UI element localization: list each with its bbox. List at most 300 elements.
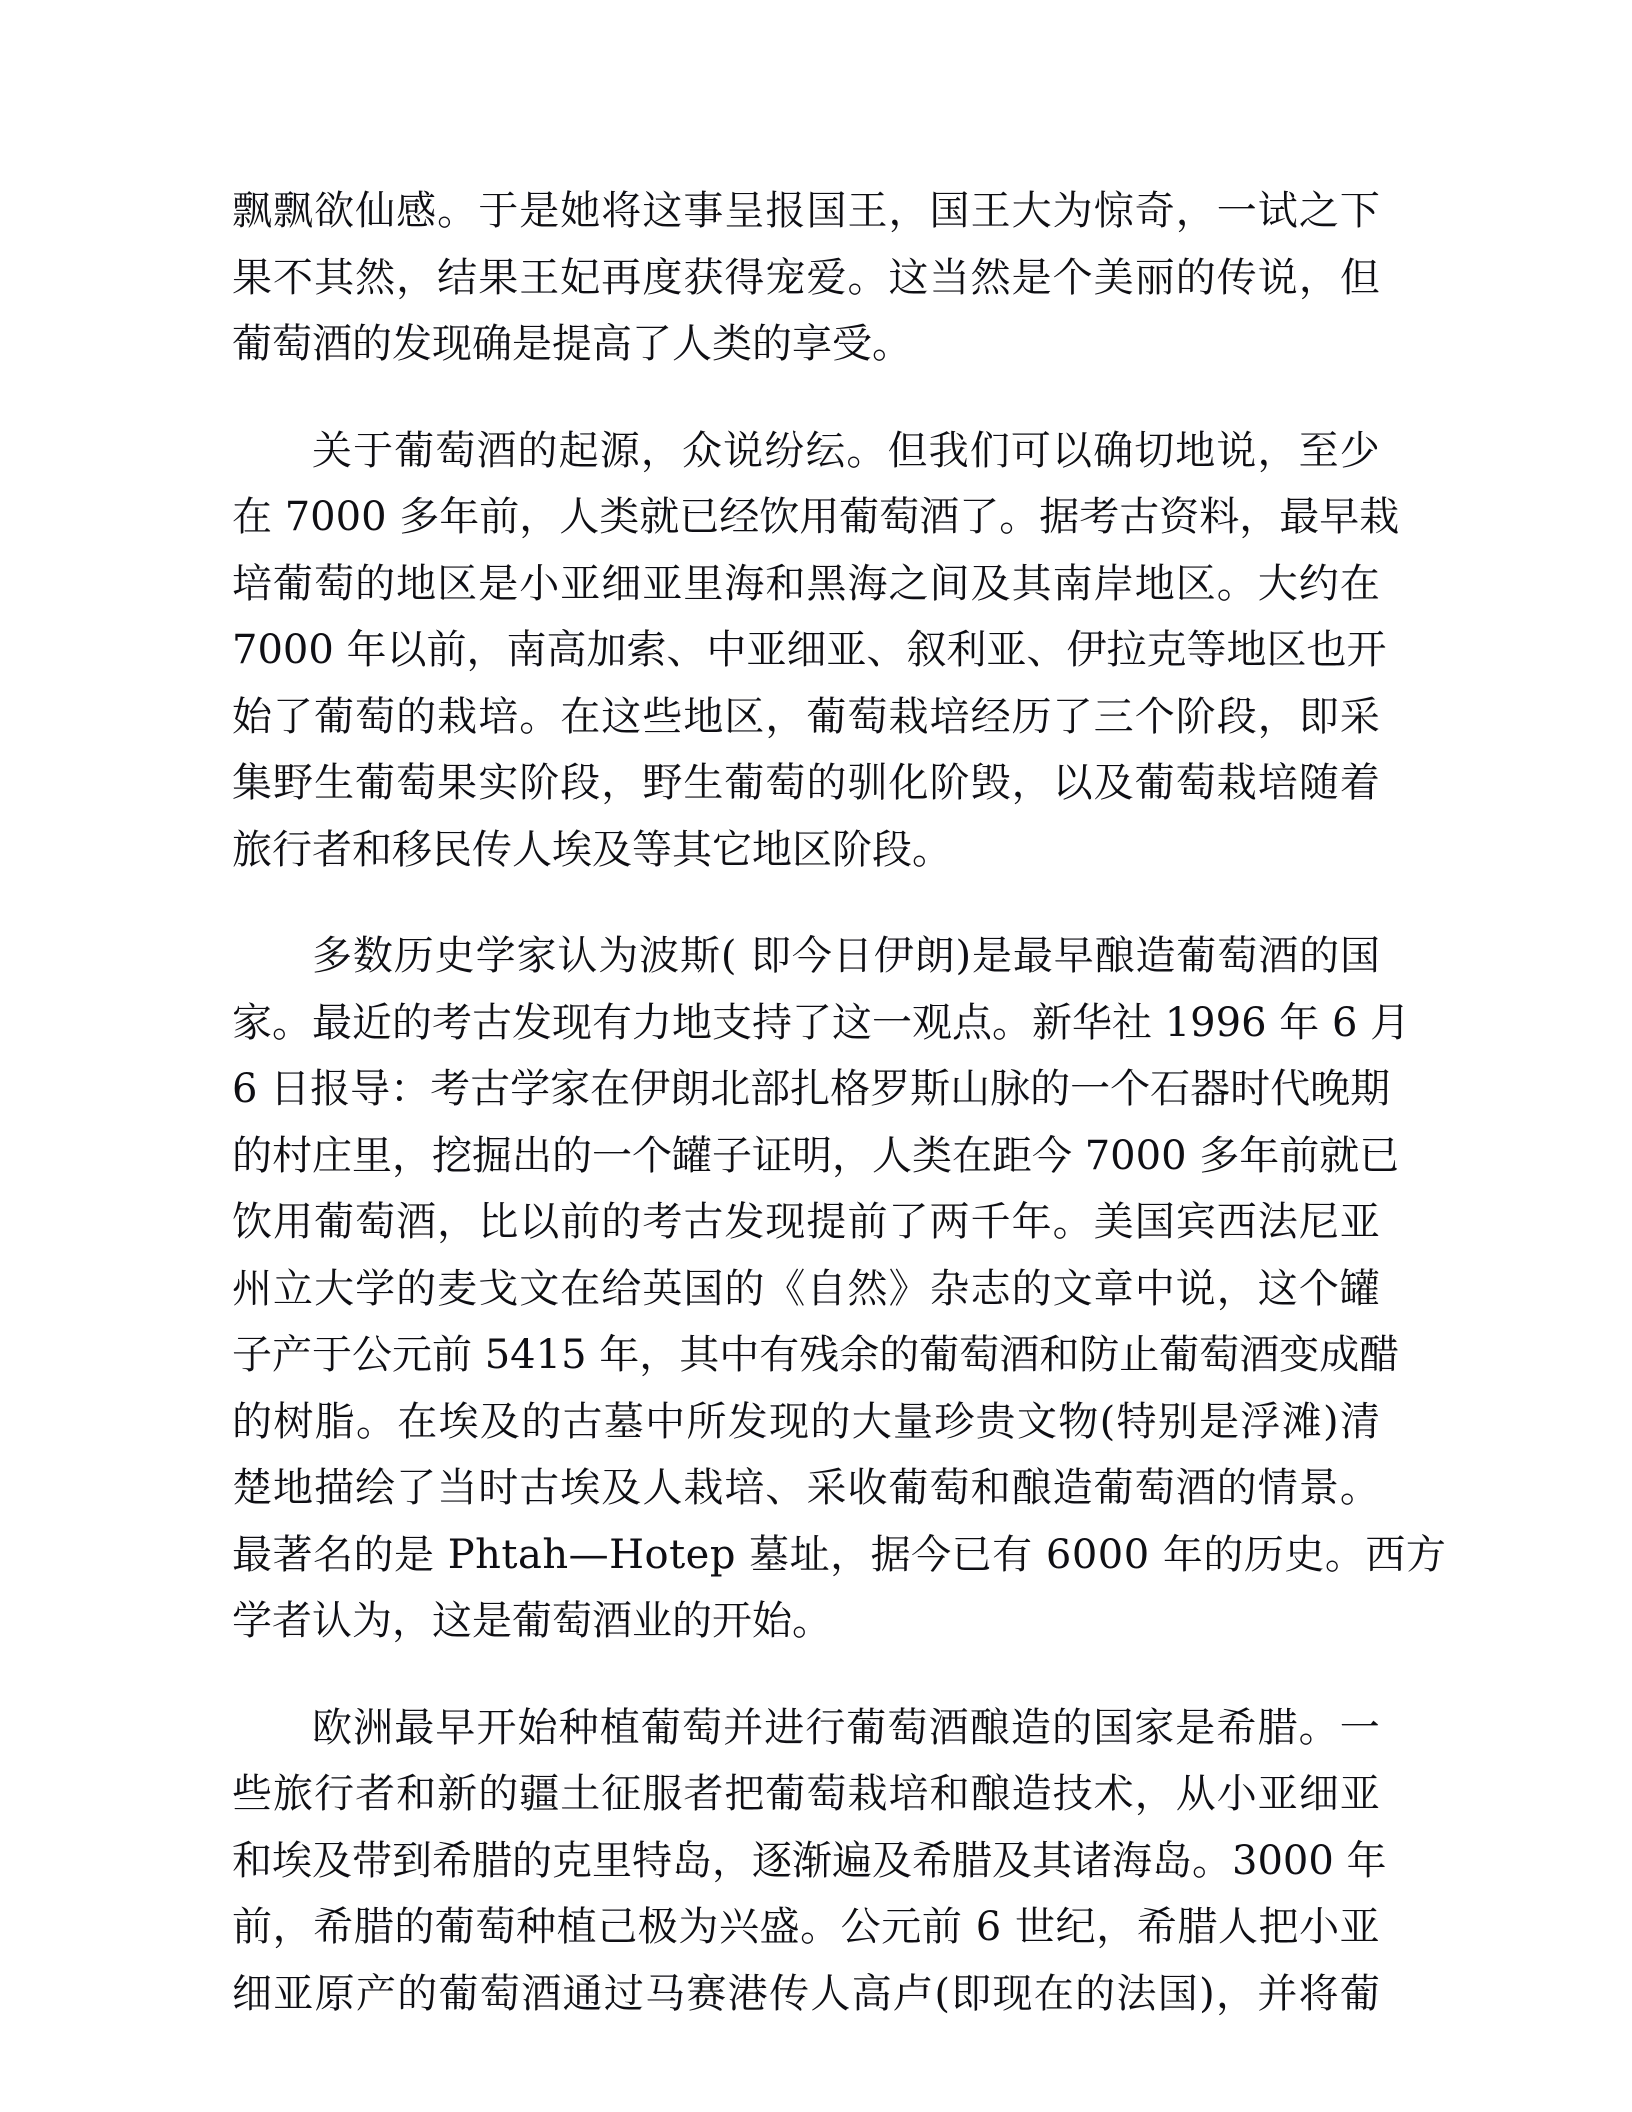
glyph: 里 [683,560,724,607]
glyph: 葡 [1339,1970,1380,2017]
glyph: 果 [478,254,519,301]
glyph: 阶 [929,760,970,806]
glyph: 就 [639,494,680,540]
glyph: 家 [550,1066,591,1112]
glyph: 栽 [847,1771,888,1817]
glyph: 前 [560,1199,601,1245]
glyph: 古 [683,1199,724,1245]
glyph: 发 [727,1398,768,1445]
glyph: 一 [1339,1704,1380,1751]
glyph: 。 [1298,1704,1339,1751]
glyph: 渐 [792,1837,832,1884]
glyph: 。 [800,1904,841,1950]
glyph: 众 [681,427,722,474]
glyph: 爱 [806,254,847,301]
glyph: t [501,1531,518,1578]
glyph: 经 [970,693,1011,740]
glyph: 别 [1157,1398,1198,1445]
glyph: 元 [881,1904,922,1950]
glyph: 类 [599,494,640,540]
glyph: 段 [1216,693,1257,740]
glyph: 这 [1257,1265,1298,1312]
glyph: 早 [1319,494,1360,540]
text-line [232,178,1380,245]
glyph: 子 [712,1132,752,1179]
glyph: 6 [975,1904,1002,1950]
glyph [1267,990,1280,1057]
glyph: 的 [355,560,396,607]
glyph: 7 [284,494,311,540]
glyph: 伊 [873,933,914,979]
glyph: 情 [1257,1465,1298,1511]
glyph: 少 [1339,427,1380,474]
glyph: 培 [478,693,519,740]
glyph: 、 [765,1465,806,1511]
glyph: 里 [352,1132,392,1179]
glyph: 萄 [314,560,355,607]
glyph: 和 [765,560,806,607]
glyph: 人 [559,494,600,540]
glyph: 比 [478,1199,519,1245]
glyph: 代 [1270,1066,1311,1112]
glyph: 名 [313,1531,354,1578]
glyph: 导 [350,1066,391,1112]
glyph: 宾 [1175,1199,1216,1245]
glyph: 0 [310,494,336,540]
glyph: 。 [1339,1465,1380,1511]
glyph: 支 [712,999,752,1046]
glyph: — [568,1531,610,1578]
text-line [232,551,1380,618]
glyph: 地 [1134,560,1175,607]
glyph: ， [1257,427,1298,474]
glyph: 产 [272,1332,312,1378]
glyph: 有 [759,1332,800,1378]
glyph: 千 [970,1199,1011,1245]
glyph: 世 [1015,1904,1056,1950]
glyph: e [685,1531,710,1578]
glyph: 埃 [272,1837,312,1884]
glyph: 于 [478,188,519,234]
glyph: 萄 [1217,933,1258,979]
glyph: 造 [1135,933,1176,979]
glyph: 近 [352,999,392,1046]
glyph: 发 [512,999,552,1046]
glyph: ， [1175,188,1216,234]
glyph: 立 [273,1265,314,1312]
glyph: 及 [970,560,1011,607]
glyph: 逐 [752,1837,792,1884]
glyph: 即 [751,933,792,979]
glyph: 历 [1243,1531,1285,1578]
glyph: 及 [312,1837,352,1884]
glyph: 术 [1093,1771,1134,1817]
glyph: 前 [232,1904,272,1950]
glyph: 葡 [919,1332,960,1378]
glyph: 源 [599,427,640,474]
text-line [232,1056,1391,1123]
text-line [232,1961,1380,2028]
glyph: 但 [1339,254,1380,301]
glyph: 罐 [1339,1265,1380,1312]
glyph: 6 [1241,999,1267,1046]
glyph: 加 [586,627,627,673]
glyph: 。 [847,254,888,301]
glyph: 原 [314,1970,355,2017]
text-line [232,617,1387,684]
glyph: 树 [273,1398,314,1445]
glyph: 》 [888,1265,929,1312]
glyph: 7 [232,627,258,673]
glyph: 戈 [478,1265,519,1312]
glyph: 的 [512,1837,552,1884]
glyph: 亚 [642,560,683,607]
glyph: 的 [1175,254,1216,301]
glyph: 考 [642,1199,683,1245]
glyph: 培 [1257,760,1298,806]
glyph: ， [830,1531,871,1578]
glyph: 法 [1116,1970,1157,2017]
glyph: 华 [1072,999,1112,1046]
glyph: 多 [399,494,440,540]
glyph: 晚 [1310,1066,1351,1112]
glyph: 最 [232,1531,273,1578]
glyph: 确 [1093,427,1134,474]
glyph: 考 [432,999,472,1046]
text-line [232,1455,1380,1522]
glyph: 残 [799,1332,840,1378]
glyph: 最 [312,999,352,1046]
glyph: 亚 [273,1970,314,2017]
glyph: 纷 [764,427,805,474]
glyph: 现 [552,999,592,1046]
glyph: 国 [929,188,970,234]
glyph: ， [396,254,437,301]
glyph: 国 [1093,1704,1134,1751]
glyph: 收 [847,1465,888,1511]
glyph: 这 [832,999,872,1046]
glyph: 酒 [521,1970,562,2017]
glyph: 萄 [806,1771,847,1817]
glyph: 克 [1146,627,1187,673]
glyph: 希 [313,1904,354,1950]
glyph: 报 [765,188,806,234]
glyph: 月 [1370,999,1411,1046]
glyph: 饮 [759,494,800,540]
glyph: 细 [1298,1771,1339,1817]
glyph: 著 [272,1531,313,1578]
glyph: 区 [724,693,765,740]
text-line [232,750,1380,817]
glyph: 人 [872,1132,912,1179]
glyph: 亚 [1339,1771,1380,1817]
glyph: 古 [519,1465,560,1511]
glyph: 埃 [560,1465,601,1511]
glyph: 醋 [1359,1332,1400,1378]
glyph: 她 [560,188,601,234]
glyph: 。 [1052,1199,1093,1245]
glyph: 是 [1011,254,1052,301]
glyph: 到 [392,1837,432,1884]
glyph: 公 [352,1332,392,1378]
glyph: 萄 [396,760,437,806]
glyph: 于 [312,1332,352,1378]
glyph: 者 [355,1771,396,1817]
glyph: 萄 [929,1465,970,1511]
glyph: 南 [1052,560,1093,607]
glyph: 波 [639,933,680,979]
glyph: 索 [626,627,667,673]
glyph: 扎 [790,1066,831,1112]
glyph: 已 [1359,1132,1400,1179]
glyph: 地 [396,560,437,607]
glyph: 克 [552,1837,592,1884]
glyph: 马 [645,1970,686,2017]
glyph: 盛 [759,1904,800,1950]
glyph: 葡 [1093,1465,1134,1511]
glyph: 的 [521,1398,562,1445]
glyph [1187,1123,1200,1190]
glyph: 葡 [434,1904,475,1950]
glyph: 麦 [437,1265,478,1312]
glyph: 0 [1071,1531,1098,1578]
glyph: 及 [872,1837,912,1884]
glyph: 小 [519,560,560,607]
glyph: 纪 [1055,1904,1096,1950]
paragraph-1 [232,178,1380,378]
glyph: 罗 [870,1066,911,1112]
glyph: 然 [847,1265,888,1312]
glyph: 止 [1119,1332,1160,1378]
glyph: 一 [592,1132,632,1179]
glyph: ： [390,1066,431,1112]
glyph: 开 [1346,627,1387,673]
glyph: 0 [361,494,387,540]
glyph: 杂 [929,1265,970,1312]
glyph: 洲 [353,1704,394,1751]
glyph: 段 [560,760,601,806]
text-line [232,684,1380,751]
glyph: 文 [519,1265,560,1312]
glyph: 伊 [1066,627,1107,673]
glyph: 高 [851,1970,892,2017]
glyph: 集 [232,760,272,806]
glyph: 其 [1011,560,1052,607]
glyph [1150,1522,1163,1589]
glyph: 将 [1298,1970,1339,2017]
glyph: 一 [1216,188,1257,234]
glyph: 腊 [353,1904,394,1950]
glyph: 国 [683,1265,724,1312]
glyph: 年 [1239,1132,1280,1179]
glyph: 可 [1010,427,1051,474]
glyph: 从 [1175,1771,1216,1817]
glyph: 地 [1226,627,1267,673]
glyph: 不 [273,254,314,301]
glyph: 0 [1135,1132,1162,1179]
glyph: 造 [1010,1704,1051,1751]
glyph: 在 [560,693,601,740]
glyph: 脉 [990,1066,1031,1112]
glyph: 0 [1123,1531,1150,1578]
glyph: 事 [683,188,724,234]
glyph: 0 [1161,1132,1187,1179]
glyph: ) [1199,1970,1215,2017]
glyph [272,484,285,551]
glyph: 萄 [959,1332,1000,1378]
glyph: 萄 [681,1704,722,1751]
glyph: 家 [1134,1704,1175,1751]
glyph: 年 [1162,1531,1204,1578]
glyph: 葡 [640,1704,681,1751]
glyph: 学 [355,1265,396,1312]
glyph: 感 [396,188,437,234]
glyph: 酿 [1011,1465,1052,1511]
glyph: 遍 [832,1837,872,1884]
glyph: 土 [560,1771,601,1817]
glyph: ， [1298,254,1339,301]
glyph: 随 [1298,760,1339,806]
glyph: 力 [632,999,672,1046]
glyph: 部 [750,1066,791,1112]
glyph: 人 [810,1970,851,2017]
glyph: 奇 [1134,188,1175,234]
glyph: 。 [519,693,560,740]
glyph: 的 [1203,1531,1244,1578]
glyph: 、 [666,627,707,673]
glyph: 景 [1298,1465,1339,1511]
glyph: 于 [353,427,394,474]
glyph: 0 [1097,1531,1124,1578]
glyph: 在 [1339,560,1380,607]
glyph: 。 [999,494,1040,540]
glyph: 学 [475,933,516,979]
glyph: 及 [601,1465,642,1511]
glyph: 希 [1136,1904,1177,1950]
glyph: 6 [232,1066,258,1112]
glyph: 英 [642,1265,683,1312]
glyph: 种 [516,1904,557,1950]
glyph: 0 [1257,1837,1283,1884]
glyph: 己 [597,1904,638,1950]
glyph: 地 [273,1465,314,1511]
glyph: 文 [1052,1265,1093,1312]
glyph: 1 [535,1332,562,1378]
glyph: 小 [1216,1771,1257,1817]
glyph: 腊 [1257,1704,1298,1751]
glyph [257,1056,270,1123]
glyph: 前 [479,494,520,540]
glyph: 报 [310,1066,351,1112]
glyph: 0 [282,627,309,673]
glyph: 的 [232,1132,272,1179]
glyph: 萄 [765,760,806,806]
glyph [1357,990,1370,1057]
glyph: 细 [786,627,827,673]
glyph: 的 [1075,1970,1116,2017]
glyph: 些 [232,1771,272,1817]
glyph: 已 [679,494,720,540]
glyph: 罐 [672,1132,712,1179]
glyph: 萄 [475,1904,516,1950]
glyph: 葡 [724,760,765,806]
glyph: 萄 [435,427,476,474]
glyph: 有 [592,999,632,1046]
glyph: 0 [1282,1837,1309,1884]
glyph: 化 [888,760,929,806]
glyph: 采 [1339,693,1380,740]
glyph: 腊 [472,1837,512,1884]
glyph: 成 [1319,1332,1360,1378]
glyph: 5 [561,1332,587,1378]
glyph: 岛 [672,1837,712,1884]
glyph: 之 [1298,188,1339,234]
glyph: 这 [642,188,683,234]
glyph [1002,1894,1015,1961]
glyph: 为 [1052,188,1093,234]
glyph: 妃 [560,254,601,301]
glyph: 最 [1279,494,1320,540]
paragraph-indent [232,418,312,485]
glyph: 持 [752,999,792,1046]
glyph: 但 [887,427,928,474]
glyph: 酿 [970,1771,1011,1817]
glyph: 以 [1051,427,1092,474]
glyph: 之 [888,560,929,607]
glyph: 是 [519,188,560,234]
glyph [334,617,347,684]
glyph: 及 [992,1837,1032,1884]
glyph: 间 [929,560,970,607]
glyph: 章 [1093,1265,1134,1312]
glyph: 伊 [630,1066,671,1112]
glyph: 山 [950,1066,991,1112]
glyph: p [709,1531,736,1578]
glyph: 明 [792,1132,832,1179]
glyph: 的 [232,1398,272,1445]
glyph: 的 [806,760,847,806]
glyph: 栽 [437,693,478,740]
glyph: 阶 [519,760,560,806]
glyph: 年 [1279,999,1320,1046]
glyph: ， [639,1332,680,1378]
glyph: 的 [810,1398,851,1445]
glyph: 元 [392,1332,432,1378]
glyph: 的 [1299,933,1340,979]
glyph: ， [640,427,681,474]
glyph: 和 [1039,1332,1080,1378]
glyph: 两 [929,1199,970,1245]
glyph: 资 [1159,494,1200,540]
glyph: 国 [1157,1970,1198,2017]
glyph: 0 [257,627,283,673]
glyph: 把 [1258,1904,1299,1950]
glyph: 西 [1365,1531,1406,1578]
glyph [1152,990,1165,1057]
glyph: 酿 [1094,933,1135,979]
glyph: 历 [1011,693,1052,740]
glyph: 的 [724,1265,765,1312]
glyph: 酒 [1239,1332,1280,1378]
glyph: 萄 [1175,760,1216,806]
glyph: 培 [929,693,970,740]
text-line [232,1389,1380,1456]
glyph: 提 [806,1199,847,1245]
glyph: 中 [706,627,747,673]
glyph: 行 [805,1704,846,1751]
glyph: 约 [1298,560,1339,607]
glyph: 3 [1232,1837,1258,1884]
